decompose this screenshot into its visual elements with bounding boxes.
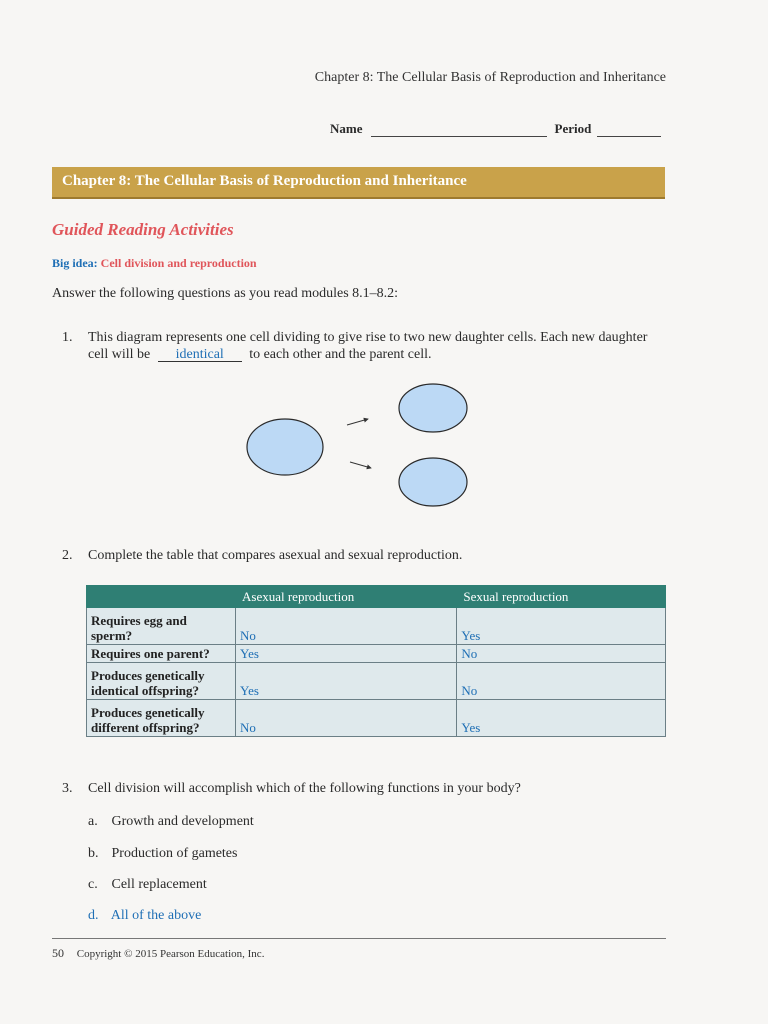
asexual-answer[interactable]: Yes — [236, 645, 457, 663]
parent-cell — [247, 419, 323, 475]
asexual-answer[interactable]: No — [236, 608, 457, 645]
big-idea-topic: Cell division and reproduction — [100, 256, 257, 270]
daughter-cell-top — [399, 384, 467, 432]
cell-division-diagram — [240, 378, 480, 513]
page-number: 50 — [52, 946, 64, 960]
q1-answer-blank[interactable]: identical — [158, 348, 242, 362]
option-d[interactable] — [88, 908, 201, 924]
daughter-cell-bottom — [399, 458, 467, 506]
option-letter: d. — [88, 908, 99, 923]
arrow-up — [347, 419, 368, 425]
sexual-answer[interactable]: No — [457, 645, 666, 663]
table-row — [87, 663, 666, 700]
question-text: Cell division will accomplish which of the following functions in your body? — [88, 781, 521, 796]
name-field[interactable] — [371, 124, 547, 137]
question-3 — [62, 781, 521, 797]
chapter-banner — [52, 167, 665, 199]
chapter-header: Chapter 8: The Cellular Basis of Reproduction and Inheritance — [314, 70, 666, 85]
table-row — [87, 645, 666, 663]
asexual-answer[interactable]: Yes — [236, 663, 457, 700]
option-text: Growth and development — [111, 814, 254, 829]
sexual-answer[interactable]: Yes — [457, 608, 666, 645]
option-letter: b. — [88, 846, 99, 861]
question-2 — [62, 548, 462, 564]
table-row — [87, 700, 666, 737]
question-text — [88, 329, 666, 363]
comparison-table — [86, 585, 666, 737]
q1-text-before: This diagram represents one cell dividing to give rise to two new daughter cells. Each new daughter cell will be — [88, 330, 648, 362]
question-number: 2. — [62, 548, 73, 563]
row-label: Requires egg and sperm? — [87, 608, 236, 645]
row-label: Produces genetically identical offspring? — [87, 663, 236, 700]
question-text: Complete the table that compares asexual and sexual reproduction. — [88, 548, 463, 563]
sexual-answer[interactable]: No — [457, 663, 666, 700]
name-label: Name — [330, 121, 363, 136]
table-header-row — [87, 586, 666, 608]
option-c[interactable] — [88, 877, 207, 893]
period-label: Period — [554, 121, 592, 136]
option-a[interactable] — [88, 814, 254, 830]
arrow-down — [350, 462, 371, 468]
name-period-row — [330, 121, 666, 137]
big-idea-label: Big idea: — [52, 256, 98, 270]
option-text: Production of gametes — [111, 846, 238, 861]
question-1 — [62, 329, 666, 363]
option-letter: a. — [88, 814, 98, 829]
instructions: Answer the following questions as you read modules 8.1–8.2: — [52, 286, 399, 301]
big-idea — [52, 256, 257, 271]
row-label: Produces genetically different offspring? — [87, 700, 236, 737]
period-field[interactable] — [597, 124, 661, 137]
q1-text-after: to each other and the parent cell. — [249, 347, 432, 362]
footer-divider — [52, 938, 666, 939]
row-label: Requires one parent? — [87, 645, 236, 663]
copyright-text: Copyright © 2015 Pearson Education, Inc. — [76, 948, 265, 960]
question-number: 3. — [62, 781, 73, 796]
table-row — [87, 608, 666, 645]
question-number: 1. — [62, 330, 73, 345]
asexual-answer[interactable]: No — [236, 700, 457, 737]
option-b[interactable] — [88, 846, 237, 862]
option-text: Cell replacement — [111, 877, 207, 892]
sexual-answer[interactable]: Yes — [457, 700, 666, 737]
option-letter: c. — [88, 877, 98, 892]
footer — [52, 946, 264, 961]
table-header-cell — [87, 586, 236, 608]
section-title: Guided Reading Activities — [52, 220, 234, 239]
table-header-cell: Asexual reproduction — [236, 586, 457, 608]
option-text: All of the above — [110, 908, 202, 923]
banner-title: Chapter 8: The Cellular Basis of Reproduction and Inheritance — [62, 173, 467, 189]
table-header-cell: Sexual reproduction — [457, 586, 666, 608]
